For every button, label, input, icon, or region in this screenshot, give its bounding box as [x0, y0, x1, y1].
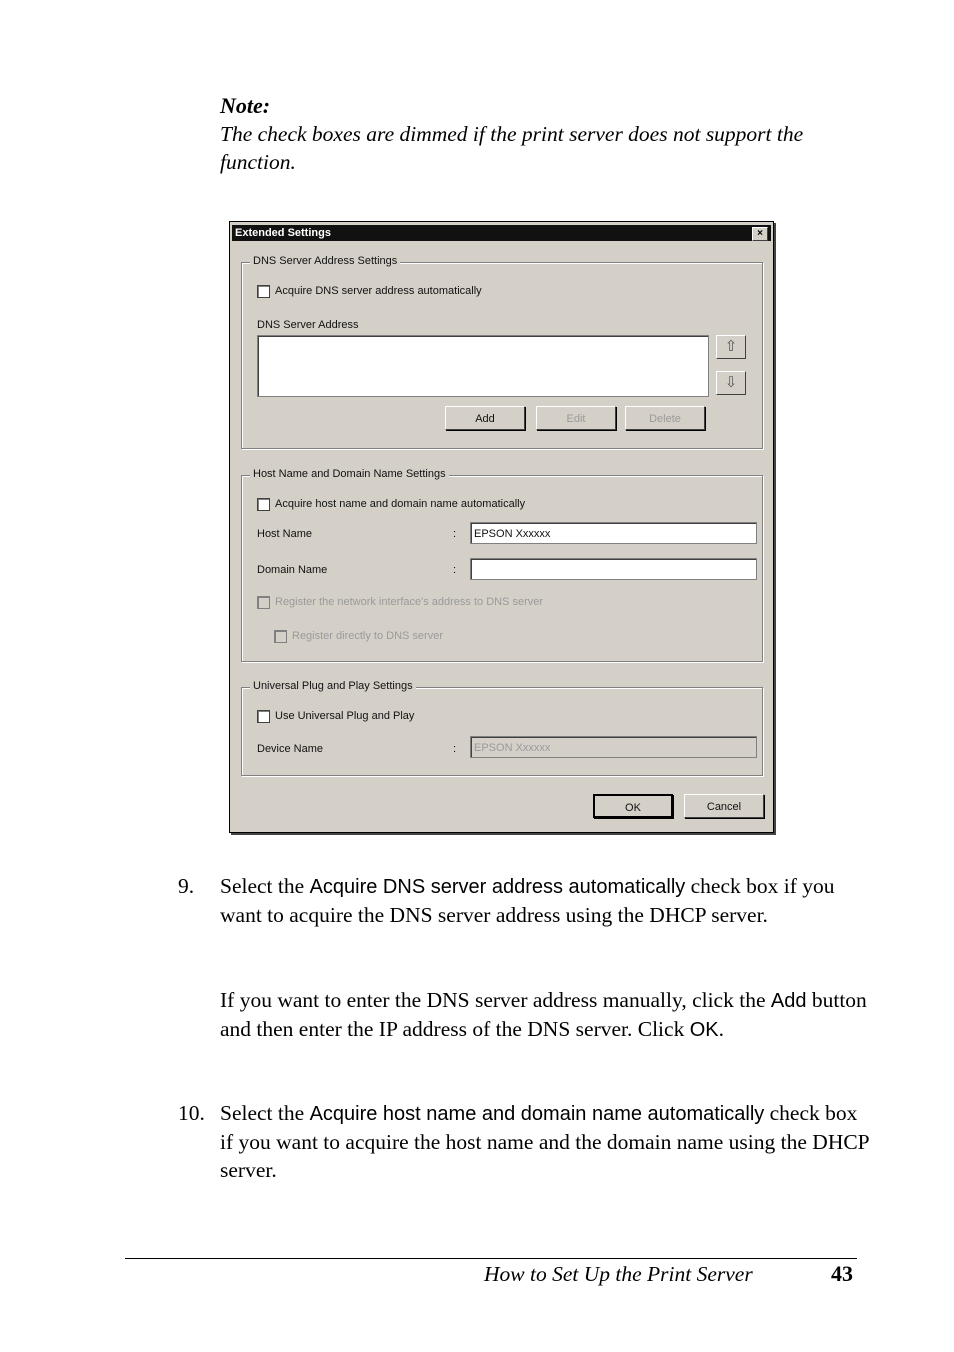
acquire-host-label: Acquire host name and domain name automatically: [275, 498, 526, 510]
ok-button[interactable]: OK: [593, 794, 673, 818]
step-9-post: check box if you want to acquire the DNS server address using the DHCP server.: [220, 874, 835, 927]
edit-button[interactable]: Edit: [536, 406, 616, 430]
dns-list-label: DNS Server Address: [257, 319, 359, 331]
dialog-title: Extended Settings: [235, 227, 331, 239]
host-name-field[interactable]: EPSON Xxxxxx: [470, 522, 757, 544]
footer-title: How to Set Up the Print Server: [484, 1262, 753, 1286]
step-9-text: [220, 872, 870, 929]
step-9-add-ref: Add: [770, 990, 807, 1012]
note-body: The check boxes are dimmed if the print server does not support the function.: [220, 122, 804, 174]
step-9-number: 9.: [178, 874, 195, 898]
step-9-pre: Select the: [220, 874, 310, 898]
cancel-button[interactable]: Cancel: [684, 794, 764, 818]
footer-rule: [125, 1258, 857, 1259]
domain-name-field[interactable]: [470, 558, 757, 580]
dialog-titlebar: [232, 225, 771, 241]
acquire-dns-label: Acquire DNS server address automatically: [275, 285, 482, 297]
device-name-colon: :: [453, 743, 457, 755]
close-icon[interactable]: ×: [752, 227, 768, 241]
use-upnp-checkbox[interactable]: [257, 710, 270, 723]
register-direct-label: Register directly to DNS server: [292, 630, 443, 642]
acquire-dns-checkbox[interactable]: [257, 285, 270, 298]
move-down-icon[interactable]: ⇩: [716, 371, 746, 395]
step-9-ui: Acquire DNS server address automatically: [309, 876, 686, 898]
step-9-para2: [220, 986, 870, 1044]
dns-group-legend: DNS Server Address Settings: [250, 255, 400, 267]
dns-address-list[interactable]: [257, 335, 709, 397]
use-upnp-label: Use Universal Plug and Play: [275, 710, 415, 722]
device-name-label: Device Name: [257, 743, 324, 755]
acquire-host-checkbox[interactable]: [257, 498, 270, 511]
domain-name-colon: :: [453, 564, 457, 576]
note-title: Note:: [220, 93, 271, 118]
register-direct-checkbox[interactable]: [274, 630, 287, 643]
step-10-pre: Select the: [220, 1101, 310, 1125]
step-9-ok-ref: OK: [689, 1019, 719, 1041]
step-10-post: check box if you want to acquire the host name and the domain name using the DHCP server.: [220, 1101, 869, 1182]
add-button[interactable]: Add: [445, 406, 525, 430]
host-settings-group: [241, 468, 763, 662]
register-dns-label: Register the network interface's address to DNS server: [275, 596, 544, 608]
host-name-label: Host Name: [257, 528, 313, 540]
host-name-colon: :: [453, 528, 457, 540]
host-group-legend: Host Name and Domain Name Settings: [250, 468, 449, 480]
step-10-text: [220, 1099, 870, 1184]
step-9-para2-pre: If you want to enter the DNS server address manually, click the: [220, 988, 771, 1012]
device-name-field[interactable]: EPSON Xxxxxx: [470, 736, 757, 758]
page-number: 43: [831, 1261, 853, 1286]
step-10-number: 10.: [178, 1101, 205, 1125]
step-9-para2-mid: button and then enter the IP address of the DNS server. Click: [220, 988, 867, 1041]
step-10-ui: Acquire host name and domain name automatically: [309, 1103, 765, 1125]
upnp-settings-group: [241, 680, 763, 776]
move-up-icon[interactable]: ⇧: [716, 335, 746, 359]
register-dns-checkbox[interactable]: [257, 596, 270, 609]
extended-settings-dialog: [229, 221, 774, 833]
delete-button[interactable]: Delete: [625, 406, 705, 430]
domain-name-label: Domain Name: [257, 564, 328, 576]
step-9-para2-post: .: [718, 1017, 724, 1041]
upnp-group-legend: Universal Plug and Play Settings: [250, 680, 416, 692]
dns-settings-group: [241, 255, 763, 449]
